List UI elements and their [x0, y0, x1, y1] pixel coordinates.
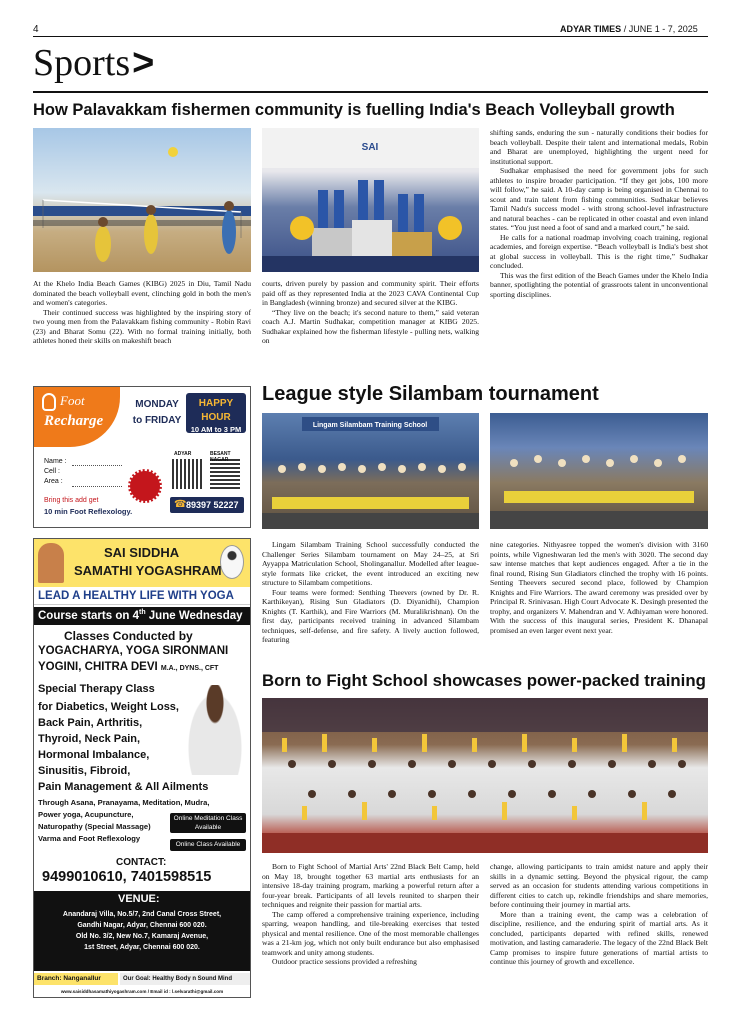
condition-item: Pain Management & All Ailments: [38, 781, 209, 793]
header-rule: [33, 36, 708, 37]
teacher-name: YOGINI, CHITRA DEVI: [38, 661, 158, 673]
phone-icon: ☎: [174, 499, 187, 510]
form-name-label: Name :: [44, 458, 67, 465]
classes-by: Classes Conducted by: [64, 629, 193, 643]
condition-item: Back Pain, Arthritis,: [38, 717, 143, 729]
silambam-group-photo-1: [262, 413, 479, 529]
article1-col1-para: Their continued success was highlighted by the inspiring story of two young men from the Palavakkam fishing community - Robin Ravi (23) and Bharat Somu (22). With no formal training initially, both athletes honed their skills on makeshift beach: [33, 307, 251, 345]
article1-headline: How Palavakkam fishermen community is fuelling India's Beach Volleyball growth: [33, 101, 675, 119]
yoga-tagline: LEAD A HEALTHY LIFE WITH YOGA: [38, 590, 234, 602]
branch-besant-nagar: BESANT: [210, 451, 231, 457]
martial-arts-group-photo: [262, 698, 708, 853]
article1-column-2: [262, 279, 479, 346]
yoga-ad: [33, 538, 251, 998]
ad-offer-days: MONDAY to FRIDAY: [132, 399, 182, 426]
teacher-line-1: YOGACHARYA, YOGA SIRONMANI: [38, 645, 229, 657]
happy-hour-time: 10 AM to 3 PM: [190, 425, 242, 434]
ad-phone-number: 89397 52227: [186, 500, 239, 510]
page-number: 4: [33, 24, 39, 35]
article1-col3-para: Sudhakar emphasised the need for government jobs for such athletes to inspire broader participation. “If they get jobs, 100 more will follow,” he said. A 10-day camp is being organised in Chennai to scout and train talent from fishing communities. Sudhakar believes Tamil Nadu's success model - with strong school-level infrastructure and natural beaches - can be replicated in other coastal and even inland states. “You just need a foot of sand and a marked court,” he said.: [490, 166, 708, 232]
article2-col2-para: nine categories. Nithyasree topped the women's division with 3160 points, while Vigneshwaran led the men's with 3020. The second day saw intense matches that kept audiences engaged. After a tie in the final round, Rising Sun Gladiators clinched the trophy with 16 points. Senting Theevers secured second place, followed by Champion Knights and Fire Warriors. The award ceremony was presided over by Principal R. Srinivasan. High Court Advocate K. Desingh presented the trophy, and organizers V. Mahendran and V. Adhiyaman were honored. With the success of this inaugural series, President K. Dhanapal promised an even larger event next year.: [490, 540, 708, 635]
venue-line: Old No. 3/2, New No.7, Kamaraj Avenue,: [75, 933, 209, 940]
article3-column-1: [262, 862, 479, 967]
foot-icon: [42, 393, 56, 411]
conditions-list: [38, 699, 208, 795]
article2-col1-para: Lingam Silambam Training School successfully conducted the Challenger Series Silambam tournament on May 24–25, at Sri Ayyappa Matriculation School, Sholinganallur. Modelled after league-style formats like cricket, the event introduced an exciting new structure to Silambam competitions.: [262, 540, 479, 587]
article3-col2-para: More than a training event, the camp was a celebration of discipline, resilience, and the enduring spirit of martial arts. As it concluded, participants departed with refined skills, renewed motivation, and lasting camaraderie. The legacy of the 22nd Black Belt Camp promises to inspire future generations of martial artists to continue this journey of growth and excellence.: [490, 909, 708, 966]
form-area-label: Area :: [44, 478, 63, 485]
photo-banner-text: SAI: [361, 142, 379, 153]
condition-item: for Diabetics, Weight Loss,: [38, 701, 179, 713]
condition-item: Hormonal Imbalance,: [38, 749, 150, 761]
form-lines: [72, 465, 122, 487]
branch-adyar: ADYAR: [174, 451, 192, 457]
form-cell-label: Cell :: [44, 468, 60, 475]
teacher-line-2: [38, 661, 218, 673]
ad-form: [44, 457, 67, 487]
article3-col2-para: change, allowing participants to train amidst nature and apply their skills in a dynamic setting. Beyond the physical rigour, the camp served as an occasion for students attending various competitions in different cities to catch up, rekindle friendships and share memories, before continuing their journey in martial arts.: [490, 862, 708, 909]
ad-promo-1: Bring this add get: [44, 497, 99, 504]
silambam-group-photo-2: [490, 413, 708, 529]
header-separator: /: [623, 24, 627, 34]
guru-portrait: [38, 543, 64, 583]
photo-banner-text: Lingam Silambam Training School: [312, 422, 428, 429]
article1-col2-para: “They live on the beach; it's second nature to them,” said veteran coach A.J. Martin Sudhakar, competition manager at KIBG 2025. Sudhakar explained how the fisherman lifestyle - pulling nets, walking on: [262, 307, 479, 345]
qr-code-icon: [210, 459, 240, 489]
venue-lines: [34, 909, 250, 953]
article1-col3-para: He calls for a national roadmap involving coach training, regional academies, and foreign expertise. “Beach volleyball is India's best shot at global success in volleyball. This is the right time,” Sudhakar concluded.: [490, 232, 708, 270]
condition-item: Thyroid, Neck Pain,: [38, 733, 141, 745]
through-item: Power yoga, Acupuncture,: [38, 810, 134, 819]
course-start-sup: th: [138, 609, 146, 616]
article3-headline: Born to Fight School showcases power-packed training: [262, 671, 706, 690]
article3-col1-para: Outdoor practice sessions provided a refreshing: [272, 957, 417, 966]
article3-col1-para: The camp offered a comprehensive training experience, including sparring, weapon handling, and tile-breaking exercises that tested physical and mental resilience. One of the most memorable challenges was a 21-km jog, which not only built endurance but also emphasised teamwork and unity among students.: [262, 909, 479, 957]
happy-hour-label: HAPPY HOUR: [198, 398, 234, 423]
volleyball-podium-photo: [262, 128, 479, 272]
goal-label: Our Goal: Healthy Body n Sound Mind: [120, 973, 250, 985]
special-therapy: Special Therapy Class: [38, 683, 155, 695]
teacher-qualification: M.A., DYNS., CFT: [160, 665, 219, 672]
article1-col2-para: courts, driven purely by passion and community spirit. Their efforts paid off as they represented India at the 2023 CAVA Continental Cup in Bangladesh (winning bronze) and secured silver at the KIBG.: [262, 279, 479, 307]
online-class-badge: Online Class Available: [170, 839, 246, 851]
course-start-suffix: June Wednesday: [145, 609, 243, 622]
branch-label: Branch: Nanganallur: [34, 973, 118, 985]
article3-column-2: [490, 862, 708, 967]
contact-phone: 9499010610, 7401598515: [42, 869, 212, 885]
course-start-prefix: Course starts on 4: [38, 609, 139, 622]
article2-column-1: [262, 540, 479, 645]
venue-label: VENUE:: [118, 893, 160, 905]
article2-col1-para: Four teams were formed: Senthing Theevers (owned by Dr. R. Karthikeyan), Rising Sun Gladiators (D. Diyanidhi), Champion Knights (T. Karthik), and Fire Warriors (M. Muralikrishnan). On the first day, participants received training in advanced Silambam techniques, self-defense, and fire safety. A lively auction followed, featuring: [262, 587, 479, 644]
yoga-title-1: SAI SIDDHA: [104, 545, 180, 560]
contact-label: CONTACT:: [116, 857, 167, 868]
ad-seal-icon: [128, 469, 162, 503]
article1-column-3: [490, 128, 708, 299]
volleyball-action-photo: [33, 128, 251, 272]
yoga-title-2: SAMATHI YOGASHRAM: [74, 563, 222, 578]
section-rule: [33, 91, 708, 93]
ad-brand-foot: Foot: [60, 393, 85, 408]
through-item: Varma and Foot Reflexology: [38, 834, 141, 843]
venue-line: Anandaraj Villa, No.5/7, 2nd Canal Cross Street,: [62, 911, 222, 918]
course-start: [38, 609, 243, 622]
through-item: Through Asana, Pranayama, Meditation, Mudra,: [38, 798, 210, 807]
issue-date: JUNE 1 - 7, 2025: [628, 24, 698, 34]
section-title: [33, 42, 154, 84]
happy-hour-badge: [186, 393, 246, 433]
masthead: [560, 24, 698, 34]
yoga-footer: www.saisiddhasamathiyogashram.com / Email id : l.selvarathi@gmail.com: [60, 989, 224, 994]
article1-col3-para: shifting sands, enduring the sun - naturally conditions their bodies for beach volleyball. Despite their talent and international medals, Robin and Bharat are unemployed, highlighting the urgent need for institutional support.: [490, 128, 708, 166]
venue-line: 1st Street, Adyar, Chennai 600 020.: [84, 944, 200, 951]
article1-column-1: [33, 279, 251, 346]
yoga-pose-icon: [220, 545, 244, 579]
section-chevron-icon: >: [132, 42, 155, 84]
through-item: Naturopathy (Special Massage): [38, 822, 151, 831]
online-meditation-badge: Online Meditation Class Available: [170, 813, 246, 833]
qr-code-icon: [172, 459, 202, 489]
article3-col1-para: Born to Fight School of Martial Arts' 22nd Black Belt Camp, held on May 18, brought together 63 martial arts enthusiasts for an intensive 18-day training program, marking a powerful return after a four-year break. Participants of all levels reunited to sharpen their techniques and reignite their passion for martial arts.: [262, 862, 479, 909]
publication-name: ADYAR TIMES: [560, 24, 622, 34]
ad-brand-recharge: Recharge: [44, 413, 104, 429]
ad-promo-2: 10 min Foot Reflexology.: [44, 507, 133, 516]
foot-recharge-ad: [33, 386, 251, 528]
condition-item: Sinusitis, Fibroid,: [38, 765, 131, 777]
article1-col1-para: At the Khelo India Beach Games (KIBG) 2025 in Diu, Tamil Nadu dominated the beach volleyball event, clinching gold in both the men's and women's categories.: [33, 279, 251, 307]
section-name: Sports: [33, 42, 131, 84]
article1-col3-para: This was the first edition of the Beach Games under the Khelo India banner, spotlighting the potential of grassroots talent in unconventional sporting disciplines.: [490, 270, 708, 299]
article2-column-2: [490, 540, 708, 635]
article2-headline: League style Silambam tournament: [262, 383, 599, 405]
venue-line: Gandhi Nagar, Adyar, Chennai 600 020.: [77, 922, 207, 929]
